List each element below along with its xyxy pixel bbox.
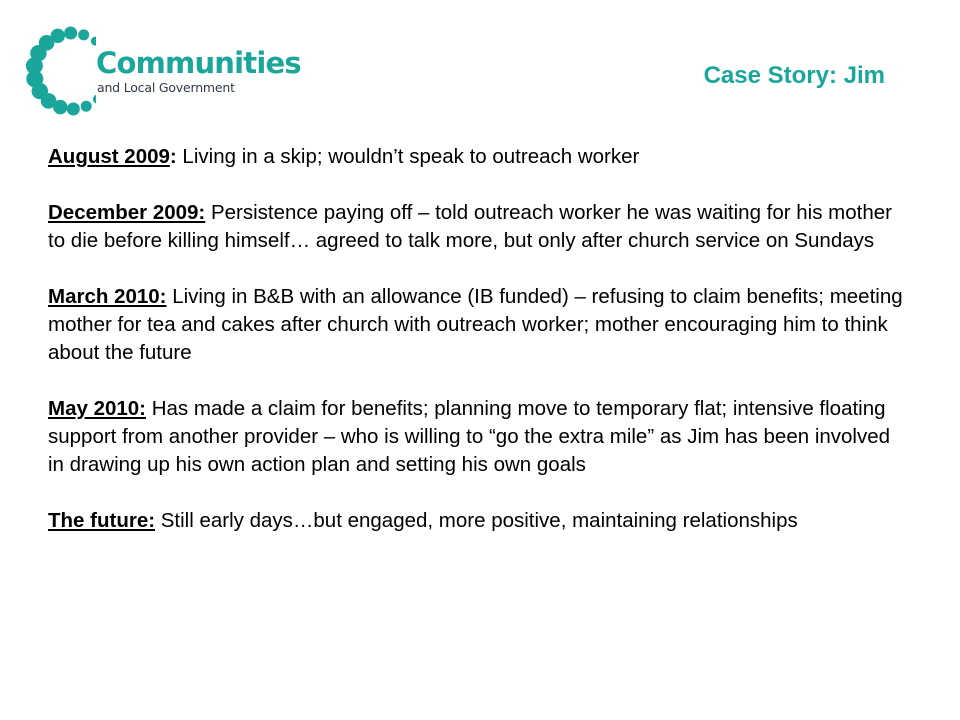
- timeline-date-label: The future:: [48, 509, 156, 532]
- logo-dot: [67, 103, 80, 116]
- page-title: Case Story: Jim: [703, 62, 885, 89]
- logo-dot: [91, 37, 96, 46]
- logo-dots-icon: [26, 26, 96, 116]
- timeline-text: Has made a claim for benefits; planning move to temporary flat; intensive floating support from another provider – who is willing to “go the extra mile” as Jim has been involved in drawing up his own action plan and setting his own goals: [48, 397, 891, 476]
- timeline-text: Living in a skip; wouldn’t speak to outreach worker: [176, 145, 640, 168]
- timeline-date-label: May 2010:: [48, 397, 147, 420]
- logo-wordmark: Communities: [96, 46, 301, 80]
- timeline-paragraph: [48, 283, 908, 367]
- timeline-date-label: August 2009: [48, 145, 170, 168]
- logo-dot: [78, 29, 89, 40]
- timeline-date-label: December 2009:: [48, 201, 206, 224]
- logo-dot: [93, 95, 96, 104]
- timeline-text: Living in B&B with an allowance (IB funded) – refusing to claim benefits; meeting mother for tea and cakes after church with outreach worker; mother encouraging him to think about the future: [48, 285, 903, 364]
- timeline-paragraph: [48, 507, 908, 535]
- logo: [26, 26, 301, 116]
- timeline-date-label: March 2010:: [48, 285, 167, 308]
- logo-dot: [81, 101, 92, 112]
- logo-subtitle: and Local Government: [97, 80, 235, 95]
- timeline-text: Persistence paying off – told outreach worker he was waiting for his mother to die before killing himself… agreed to talk more, but only after church service on Sundays: [48, 201, 892, 252]
- timeline-paragraph: [48, 199, 908, 255]
- timeline-text: Still early days…but engaged, more positive, maintaining relationships: [155, 509, 798, 532]
- timeline-paragraph: [48, 143, 908, 171]
- timeline-colon: :: [169, 145, 177, 168]
- logo-dot: [64, 27, 77, 40]
- timeline-paragraph: [48, 395, 908, 479]
- case-story-body: [48, 143, 908, 563]
- logo-dot: [53, 100, 67, 114]
